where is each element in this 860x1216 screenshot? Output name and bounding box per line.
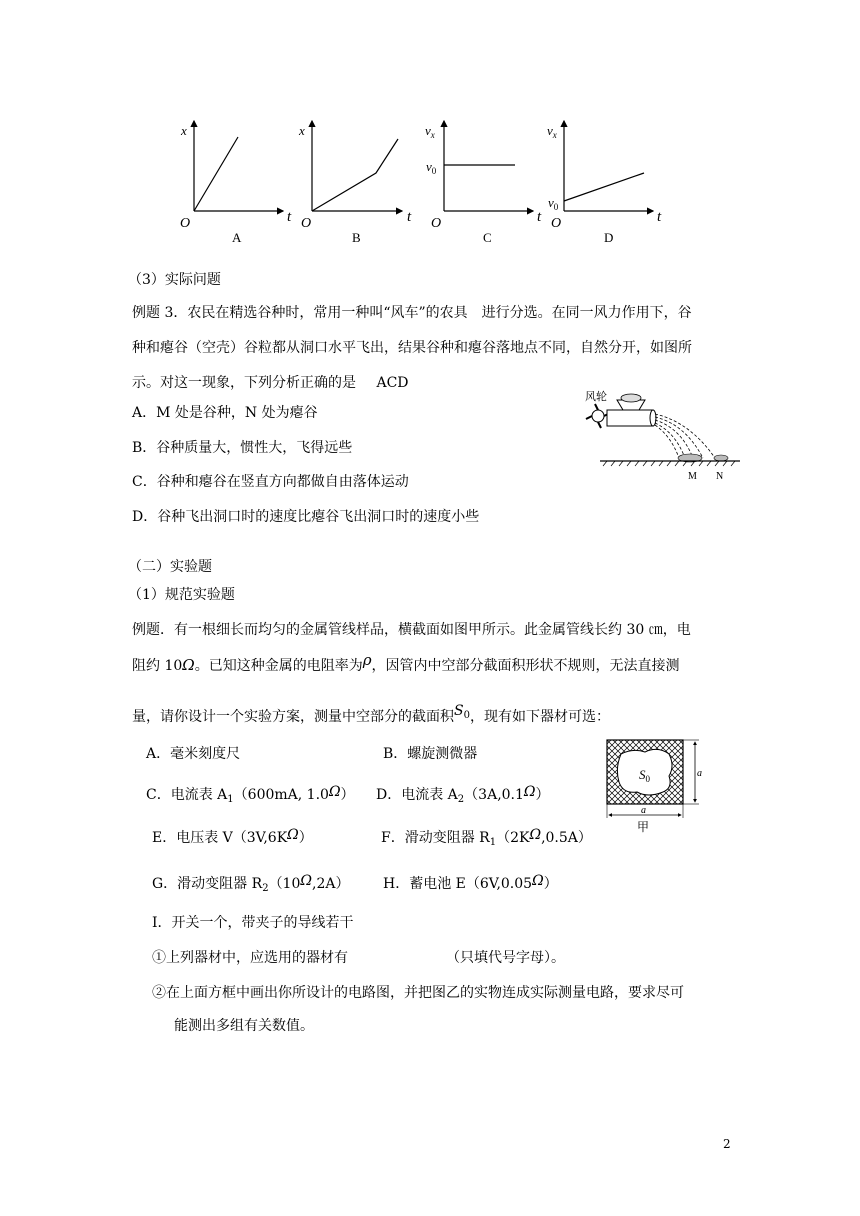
question-1 [152,948,565,968]
wheel-label: 风轮 [585,391,607,403]
exp-subheading: （1）规范实验题 [128,587,235,603]
section3-line2: 种和瘪谷（空壳）谷粒都从洞口水平飞出，结果谷种和瘪谷落地点不同，自然分开，如图所 [132,340,692,356]
graph-a [180,121,292,245]
motion-graphs [170,115,680,250]
exp-p2-b: 。已知这种金属的电阻率为 [194,658,363,674]
graph-c-origin: O [431,216,442,231]
graph-b-origin: O [301,216,312,231]
graph-c-v0-label: $v_0$ [426,159,437,176]
item-d: D．电流表 $A_2(3A,0.1\Omega)$ [376,784,550,805]
graph-b [298,121,412,245]
graph-b-y-label: x [299,123,305,138]
exp-p2-c: ，因管内中空部分截面积形状不规则，无法直接测 [371,658,680,674]
graph-a-caption: A [232,230,242,245]
graph-a-y-label: x [181,123,187,138]
exp-heading: （二）实验题 [128,559,212,575]
graph-b-x-label: t [407,209,412,225]
section3-heading: （3）实际问题 [128,272,221,288]
graph-d-v0-label: $v_0$ [548,195,559,212]
section3-line3 [132,373,409,393]
item-b: B．螺旋测微器 [383,746,478,762]
fan-wheel-icon [586,404,610,428]
question-2-line2: 能测出多组有关数值。 [174,1018,314,1034]
graph-d-y-label: $v_x$ [547,123,557,140]
exp-p1: 例题．有一根细长而均匀的金属管线样品，横截面如图甲所示。此金属管线长约 30 ㎝，电 [132,622,691,638]
item-a: A．毫米刻度尺 [146,746,241,762]
section3-line3-text: 示。对这一现象，下列分析正确的是 [132,375,356,391]
graph-d [547,121,662,245]
item-h: H．蓄电池 E（6V,0.05Ω） [383,873,558,892]
item-f: F．滑动变阻器 $R_1(2K\Omega,0.5A)$ [381,827,592,848]
option-c: C．谷种和瘪谷在竖直方向都做自由落体运动 [132,474,409,490]
graph-c-caption: C [483,230,492,245]
rho-symbol: ρ [362,651,372,669]
exp-p3-a: 量，请你设计一个实验方案，测量中空部分的截面积 [132,709,454,725]
graph-d-line [564,173,644,201]
graph-c [425,121,542,245]
m-label: M [688,471,697,482]
item-c: C．电流表 $A_1(600mA$, 1.0Ω） [146,784,355,805]
figure-caption-jia: 甲 [637,820,650,834]
exp-p2 [132,651,680,676]
omega-symbol: Ω [182,656,195,674]
graph-a-x-label: t [287,209,292,225]
graph-b-line [312,139,398,211]
side-a-vertical: a [697,768,702,779]
graph-a-line [194,137,238,211]
question-1-prompt: ①上列器材中，应选用的器材有 [152,950,348,966]
item-g: G．滑动变阻器 $R_2(10\Omega,2A)$ [152,873,350,894]
graph-c-x-label: t [537,209,542,225]
n-label: N [716,471,724,482]
section3-line1: 例题 3．农民在精选谷种时，常用一种叫“风车”的农具 进行分选。在同一风力作用下，谷 [132,305,692,321]
graph-b-caption: B [352,230,361,245]
item-e: E．电压表 V（3V,6KΩ） [152,827,313,846]
graph-d-caption: D [604,230,614,245]
option-b: B．谷种质量大，惯性大，飞得远些 [132,440,353,456]
question-2-line1: ②在上面方框中画出你所设计的电路图，并把图乙的实物连成实际测量电路，要求尽可 [152,985,684,1001]
item-i: I．开关一个，带夹子的导线若干 [152,915,354,931]
graph-d-origin: O [551,216,562,231]
option-d: D．谷种飞出洞口时的速度比瘪谷飞出洞口时的速度小些 [132,509,480,525]
graph-d-x-label: t [657,209,662,225]
question-1-suffix: （只填代号字母）。 [446,950,565,966]
graph-c-y-label: $v_x$ [425,123,435,140]
winnower-figure [585,388,745,483]
option-a: A．M 处是谷种，N 处为瘪谷 [132,405,318,421]
exp-p2-a: 阻约 10 [132,658,183,674]
side-a-horizontal: a [641,805,646,816]
graph-a-origin: O [180,216,191,231]
s0-symbol: $S_0$ [454,703,470,721]
page-number: 2 [723,1137,731,1151]
exp-p3 [132,703,610,732]
exp-p3-b: ，现有如下器材可选： [469,709,610,725]
s0-label: $S_0$ [639,767,650,784]
section3-answer: ACD [376,375,409,391]
cross-section-figure [603,736,713,836]
